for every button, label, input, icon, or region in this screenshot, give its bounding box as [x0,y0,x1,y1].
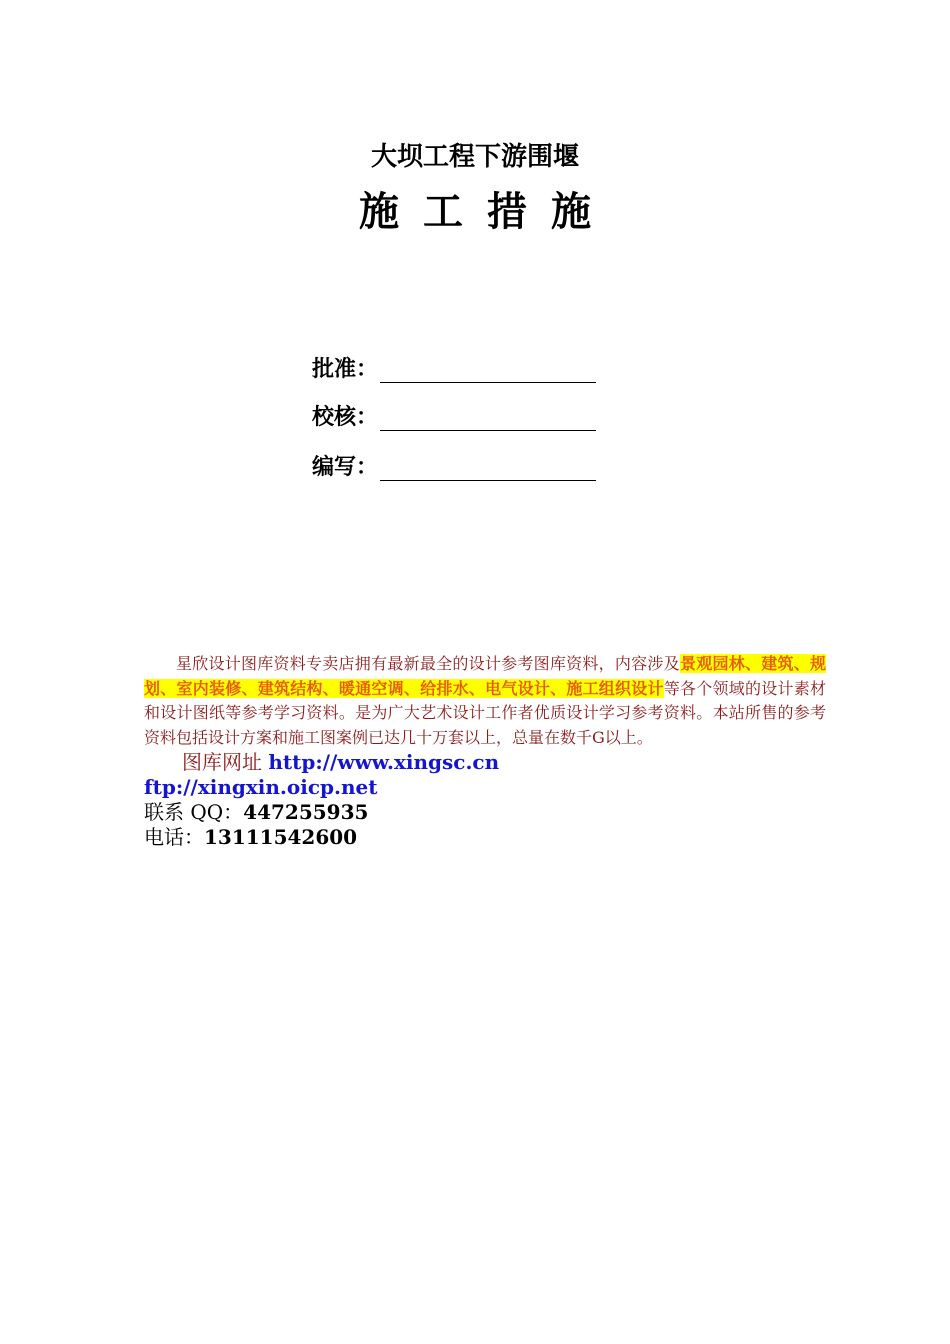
author-signature-line [380,454,596,481]
review-signature-line [380,404,596,431]
subtitle-char: 施 [551,189,591,235]
ad-paragraph [144,652,826,750]
approve-row [312,352,596,383]
phone-value: 13111542600 [204,825,358,849]
subtitle-char: 工 [423,189,463,235]
ad-text-after: 等各个领域的设计素材和设计图纸等参考学习资料。是为广大艺术设计工作者优质设计学习参考资料。本站所售的参考资料包括设计方案和施工图案例已达几十万套以上，总量在数千G以上。 [144,678,826,747]
review-row [312,400,596,431]
document-title: 大坝工程下游围堰 [370,142,579,172]
document-subtitle [0,180,950,237]
ad-text-before: 星欣设计图库资料专卖店拥有最新最全的设计参考图库资料，内容涉及 [176,654,680,673]
approve-label: 批准： [312,357,379,382]
ad-highlight: 景观园林、建筑、规划、室内装修、建筑结构、暖通空调、给排水、电气设计、施工组织设计 [144,654,826,698]
qq-line [144,800,844,825]
site-link[interactable]: http://www.xingsc.cn [268,750,500,774]
qq-label: 联系 QQ： [144,800,244,824]
author-row [312,450,596,481]
phone-line [144,825,844,850]
ftp-link[interactable]: ftp://xingxin.oicp.net [144,775,378,799]
author-label: 编写： [312,455,379,480]
qq-value: 447255935 [243,800,369,824]
contact-block [144,750,844,850]
subtitle-char: 措 [487,189,527,235]
subtitle-char: 施 [359,189,399,235]
approve-signature-line [380,356,596,383]
site-label: 图库网址 [182,750,269,774]
site-line [144,750,844,775]
review-label: 校核： [312,405,379,430]
ftp-line [144,775,844,800]
phone-label: 电话： [144,825,204,849]
